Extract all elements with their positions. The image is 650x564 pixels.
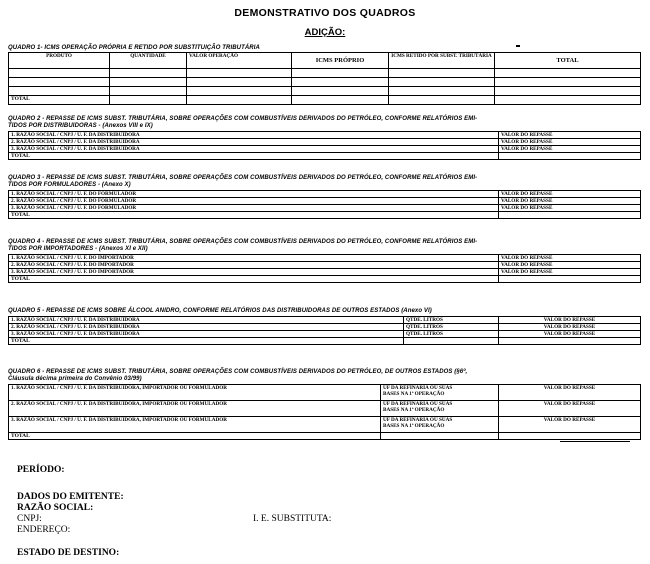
- quadro3-total-cell: [499, 212, 641, 219]
- quadro1-cell: [187, 69, 292, 78]
- quadro5-row-label: 1. RAZÃO SOCIAL / CNPJ / U. F. DA DISTRIBUIDORA: [9, 317, 404, 324]
- document-title: DEMONSTRATIVO DOS QUADROS: [234, 7, 416, 19]
- quadro2-row-label: 2. RAZÃO SOCIAL / CNPJ / U. F. DA DISTRIBUIDORA: [9, 139, 499, 146]
- quadro5-qty-label: QTDE. LITROS: [404, 324, 499, 331]
- quadro1-cell: [292, 87, 389, 96]
- quadro1-cell: [495, 87, 641, 96]
- quadro4-heading-line1: QUADRO 4 - REPASSE DE ICMS SUBST. TRIBUTÁRIA, SOBRE OPERAÇÕES COM COMBUSTÍVEIS DERIVADOS DO PETRÓLEO, CONFORME RELATÓRIOS EMI-: [8, 239, 478, 245]
- quadro1-cell: [9, 78, 110, 87]
- quadro4-total-label: TOTAL: [9, 276, 499, 283]
- quadro3-heading-line1: QUADRO 3 - REPASSE DE ICMS SUBST. TRIBUTÁRIA, SOBRE OPERAÇÕES COM COMBUSTÍVEIS DERIVADOS DO PETRÓLEO, CONFORME RELATÓRIOS EMI-: [8, 175, 478, 181]
- quadro2-row-label: 1. RAZÃO SOCIAL / CNPJ / U. F. DA DISTRIBUIDORA: [9, 132, 499, 139]
- quadro1-col-produto: PRODUTO: [9, 53, 110, 69]
- quadro6-uf-label-line2: BASES NA 1ª OPERAÇÃO: [383, 423, 445, 429]
- quadro5-value-label: VALOR DO REPASSE: [499, 317, 641, 324]
- quadro1-cell: [110, 78, 187, 87]
- quadro6-value-label: VALOR DO REPASSE: [499, 401, 641, 417]
- quadro6-row-label: 2. RAZÃO SOCIAL / CNPJ / U. F. DA DISTRIBUIDORA, IMPORTADOR OU FORMULADOR: [9, 401, 381, 417]
- quadro6-total-cell: [499, 433, 641, 440]
- quadro3-value-label: VALOR DO REPASSE: [499, 198, 641, 205]
- quadro2-total-cell: [499, 153, 641, 160]
- quadro5-total-label: TOTAL: [9, 338, 404, 345]
- quadro3-row-label: 2. RAZÃO SOCIAL / CNPJ / U. F. DO FORMULADOR: [9, 198, 499, 205]
- quadro5-qty-label: QTDE. LITROS: [404, 317, 499, 324]
- quadro6-row-label: 1. RAZÃO SOCIAL / CNPJ / U. F. DA DISTRIBUIDORA, IMPORTADOR OU FORMULADOR: [9, 385, 381, 401]
- quadro1-total-label: TOTAL: [9, 96, 110, 105]
- quadro5-table: [8, 316, 641, 345]
- ie-substituta-label: I. E. SUBSTITUTA:: [253, 514, 332, 524]
- quadro6-uf-label-line1: UF DA REFINARIA OU SUAS: [383, 417, 453, 423]
- quadro6-total-label: TOTAL: [9, 433, 381, 440]
- quadro1-cell: [495, 78, 641, 87]
- quadro1-cell: [389, 87, 495, 96]
- cnpj-label: CNPJ:: [17, 514, 42, 524]
- quadro2-value-label: VALOR DO REPASSE: [499, 139, 641, 146]
- quadro6-uf-label-line1: UF DA REFINARIA OU SUAS: [383, 385, 453, 391]
- quadro6-uf-label-line2: BASES NA 1ª OPERAÇÃO: [383, 391, 445, 397]
- quadro1-table: [8, 52, 641, 105]
- quadro4-row-label: 3. RAZÃO SOCIAL / CNPJ / U. F. DO IMPORTADOR: [9, 269, 499, 276]
- quadro6-value-label: VALOR DO REPASSE: [499, 417, 641, 433]
- quadro5-value-label: VALOR DO REPASSE: [499, 324, 641, 331]
- quadro1-heading: QUADRO 1- ICMS OPERAÇÃO PRÓPRIA E RETIDO POR SUBSTITUIÇÃO TRIBUTÁRIA: [8, 45, 260, 51]
- scan-speck: [560, 441, 630, 442]
- quadro3-heading-line2: TIDOS POR FORMULADORES - (Anexo X): [8, 182, 131, 188]
- scan-speck: [600, 104, 630, 105]
- dados-emitente-label: DADOS DO EMITENTE:: [17, 492, 124, 502]
- quadro4-heading-line2: TIDOS POR IMPORTADORES - (Anexos XI e XII): [8, 246, 148, 252]
- quadro1-cell: [110, 69, 187, 78]
- quadro6-uf-label: [381, 401, 499, 417]
- quadro6-row-label: 3. RAZÃO SOCIAL / CNPJ / U. F. DA DISTRIBUIDORA, IMPORTADOR OU FORMULADOR: [9, 417, 381, 433]
- quadro1-cell: [110, 87, 187, 96]
- quadro1-cell: [292, 96, 389, 105]
- quadro3-row-label: 3. RAZÃO SOCIAL / CNPJ / U. F. DO FORMULADOR: [9, 205, 499, 212]
- razao-social-label: RAZÃO SOCIAL:: [17, 503, 94, 513]
- quadro3-row-label: 1. RAZÃO SOCIAL / CNPJ / U. F. DO FORMULADOR: [9, 191, 499, 198]
- quadro1-col-valor-operacao: VALOR OPERAÇÃO: [187, 53, 292, 69]
- quadro1-cell: [187, 78, 292, 87]
- quadro3-value-label: VALOR DO REPASSE: [499, 191, 641, 198]
- quadro2-row-label: 3. RAZÃO SOCIAL / CNPJ / U. F. DA DISTRIBUIDORA: [9, 146, 499, 153]
- quadro6-table: [8, 384, 641, 440]
- quadro4-value-label: VALOR DO REPASSE: [499, 269, 641, 276]
- quadro2-heading-line1: QUADRO 2 - REPASSE DE ICMS SUBST. TRIBUTÁRIA, SOBRE OPERAÇÕES COM COMBUSTÍVEIS DERIVADOS DO PETRÓLEO, CONFORME RELATÓRIOS EMI-: [8, 116, 478, 122]
- quadro6-uf-label: [381, 385, 499, 401]
- quadro6-heading-line2: Cláusula décima primeira do Convênio 03/99): [8, 376, 142, 382]
- quadro1-col-quantidade: QUANTIDADE: [110, 53, 187, 69]
- adicao-subtitle: ADIÇÃO:: [304, 27, 346, 38]
- quadro4-total-cell: [499, 276, 641, 283]
- quadro1-cell: [187, 87, 292, 96]
- quadro4-row-label: 1. RAZÃO SOCIAL / CNPJ / U. F. DO IMPORTADOR: [9, 255, 499, 262]
- quadro5-total-cell: [404, 338, 499, 345]
- quadro1-cell: [389, 69, 495, 78]
- quadro4-value-label: VALOR DO REPASSE: [499, 262, 641, 269]
- quadro6-value-label: VALOR DO REPASSE: [499, 385, 641, 401]
- periodo-label: PERÍODO:: [17, 465, 65, 475]
- quadro5-heading: QUADRO 5 - REPASSE DE ICMS SOBRE ÁLCOOL ANIDRO, CONFORME RELATÓRIOS DAS DISTRIBUIDORAS DE OUTROS ESTADOS (Anexo VI): [8, 308, 432, 314]
- quadro6-heading-line1: QUADRO 6 - REPASSE DE ICMS SUBST. TRIBUTÁRIA, SOBRE OPERAÇÕES COM COMBUSTÍVEIS DERIVADOS DO PETRÓLEO, DE OUTROS ESTADOS (§6º,: [8, 369, 468, 375]
- quadro3-total-label: TOTAL: [9, 212, 499, 219]
- quadro1-cell: [187, 96, 292, 105]
- quadro5-value-label: VALOR DO REPASSE: [499, 331, 641, 338]
- quadro1-col-total: TOTAL: [495, 53, 641, 69]
- quadro1-cell: [9, 69, 110, 78]
- quadro3-value-label: VALOR DO REPASSE: [499, 205, 641, 212]
- quadro2-value-label: VALOR DO REPASSE: [499, 146, 641, 153]
- quadro1-cell: [495, 69, 641, 78]
- quadro4-table: [8, 254, 641, 283]
- quadro5-row-label: 3. RAZÃO SOCIAL / CNPJ / U. F. DA DISTRIBUIDORA: [9, 331, 404, 338]
- quadro1-cell: [110, 96, 187, 105]
- quadro1-cell: [389, 96, 495, 105]
- quadro2-table: [8, 131, 641, 160]
- quadro4-row-label: 2. RAZÃO SOCIAL / CNPJ / U. F. DO IMPORTADOR: [9, 262, 499, 269]
- quadro5-qty-label: QTDE. LITROS: [404, 331, 499, 338]
- quadro1-cell: [292, 69, 389, 78]
- scan-speck: [516, 45, 520, 47]
- quadro2-heading-line2: TIDOS POR DISTRIBUIDORAS - (Anexos VIII e IX): [8, 123, 153, 129]
- estado-destino-label: ESTADO DE DESTINO:: [17, 548, 120, 558]
- quadro5-row-label: 2. RAZÃO SOCIAL / CNPJ / U. F. DA DISTRIBUIDORA: [9, 324, 404, 331]
- quadro3-table: [8, 190, 641, 219]
- quadro6-uf-label-line2: BASES NA 1ª OPERAÇÃO: [383, 407, 445, 413]
- quadro1-col-icms-proprio: ICMS PRÓPRIO: [292, 53, 389, 69]
- quadro5-total-cell: [499, 338, 641, 345]
- quadro6-total-cell: [381, 433, 499, 440]
- quadro2-value-label: VALOR DO REPASSE: [499, 132, 641, 139]
- quadro1-cell: [389, 78, 495, 87]
- quadro4-value-label: VALOR DO REPASSE: [499, 255, 641, 262]
- quadro6-uf-label-line1: UF DA REFINARIA OU SUAS: [383, 401, 453, 407]
- quadro1-cell: [292, 78, 389, 87]
- quadro6-uf-label: [381, 417, 499, 433]
- quadro1-cell: [9, 87, 110, 96]
- quadro2-total-label: TOTAL: [9, 153, 499, 160]
- endereco-label: ENDEREÇO:: [17, 525, 71, 535]
- quadro1-col-icms-retido: ICMS RETIDO POR SUBST. TRIBUTÁRIA: [389, 53, 495, 69]
